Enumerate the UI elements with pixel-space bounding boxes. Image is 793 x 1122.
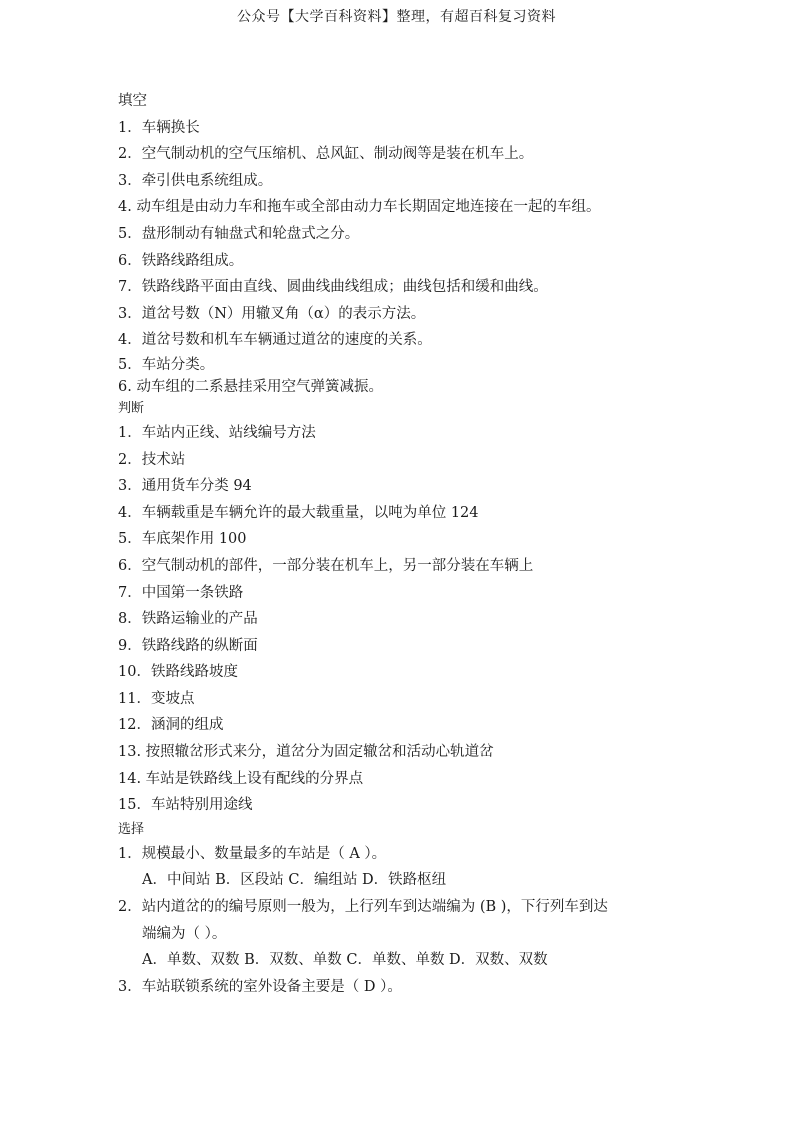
- section-title-choice: 选择: [118, 821, 145, 837]
- judge-item: 4．车辆载重是车辆允许的最大载重量，以吨为单位 124: [118, 504, 479, 521]
- document-body: [118, 88, 698, 1000]
- judge-item: 10．铁路线路坡度: [118, 664, 238, 681]
- judge-item: 6．空气制动机的部件，一部分装在机车上，另一部分装在车辆上: [118, 557, 534, 574]
- judge-item: 13. 按照辙岔形式来分，道岔分为固定辙岔和活动心轨道岔: [118, 744, 494, 761]
- fill-item: 2．空气制动机的空气压缩机、总风缸、制动阀等是装在机车上。: [118, 146, 534, 163]
- fill-item: 4．道岔号数和机车车辆通过道岔的速度的关系。: [118, 332, 432, 349]
- choice-question-2-line-2: 端编为（ ）。: [142, 925, 227, 942]
- section-title-judge: 判断: [118, 400, 145, 416]
- fill-item: 7．铁路线路平面由直线、圆曲线曲线组成；曲线包括和缓和曲线。: [118, 279, 548, 296]
- fill-item: 3．牵引供电系统组成。: [118, 172, 273, 189]
- choice-question-1: 1．规模最小、数量最多的车站是（ A ）。: [118, 845, 387, 862]
- fill-item: 5．车站分类。: [118, 356, 215, 373]
- fill-item: 6．铁路线路组成。: [118, 252, 244, 269]
- section-title-fill: 填空: [118, 93, 147, 109]
- fill-item: 1．车辆换长: [118, 119, 200, 136]
- judge-item: 5．车底架作用 100: [118, 531, 247, 548]
- judge-item: 2．技术站: [118, 451, 186, 468]
- choice-options-1: A．中间站 B．区段站 C．编组站 D．铁路枢纽: [142, 872, 447, 889]
- judge-item: 11．变坡点: [118, 690, 195, 707]
- choice-options-2: A．单数、双数 B．双数、单数 C．单数、单数 D．双数、双数: [142, 952, 548, 969]
- fill-item: 4. 动车组是由动力车和拖车或全部由动力车长期固定地连接在一起的车组。: [118, 199, 601, 216]
- fill-item: 6. 动车组的二系悬挂采用空气弹簧减振。: [118, 378, 383, 395]
- choice-question-2-line-1: 2．站内道岔的的编号原则一般为，上行列车到达端编为 (B )，下行列车到达: [118, 899, 608, 916]
- fill-item: 5．盘形制动有轴盘式和轮盘式之分。: [118, 225, 360, 242]
- judge-item: 12．涵洞的组成: [118, 717, 224, 734]
- choice-question-3: 3．车站联锁系统的室外设备主要是（ D ）。: [118, 978, 402, 995]
- judge-item: 14. 车站是铁路线上设有配线的分界点: [118, 770, 364, 787]
- judge-item: 3．通用货车分类 94: [118, 478, 252, 495]
- judge-item: 1．车站内正线、站线编号方法: [118, 424, 316, 441]
- judge-item: 9．铁路线路的纵断面: [118, 637, 258, 654]
- judge-item: 7．中国第一条铁路: [118, 584, 244, 601]
- judge-item: 8．铁路运输业的产品: [118, 611, 258, 628]
- judge-item: 15．车站特别用途线: [118, 797, 253, 814]
- page-header: 公众号【大学百科资料】整理，有超百科复习资料: [237, 9, 556, 25]
- fill-item: 3．道岔号数（N）用辙叉角（α）的表示方法。: [118, 305, 426, 322]
